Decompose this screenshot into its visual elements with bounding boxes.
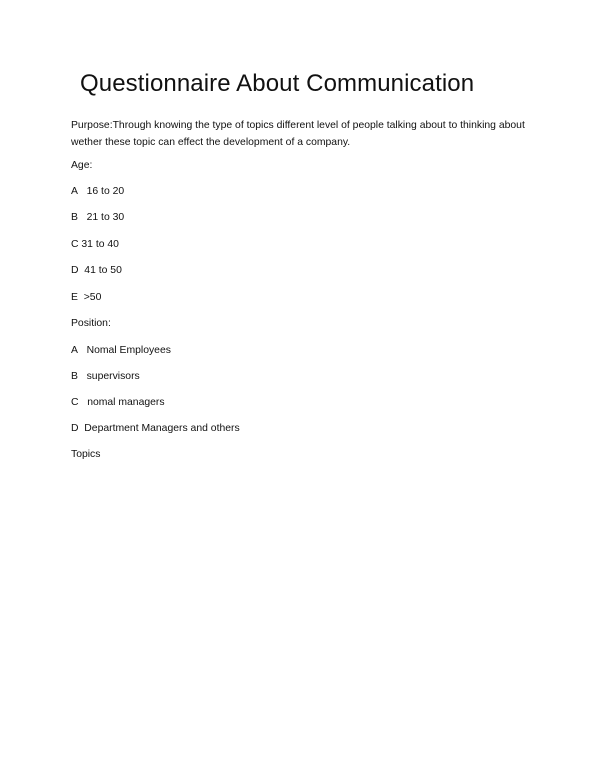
option-letter: E xyxy=(71,292,78,303)
option-text: 21 to 30 xyxy=(86,212,125,223)
option-letter: A xyxy=(71,186,78,197)
age-option-a xyxy=(71,186,124,197)
position-option-d xyxy=(71,423,240,434)
option-letter: C xyxy=(71,397,79,408)
position-label: Position: xyxy=(71,318,111,329)
option-letter: A xyxy=(71,345,78,356)
position-option-b xyxy=(71,371,140,382)
option-text: Nomal Employees xyxy=(86,345,171,356)
age-option-e xyxy=(71,292,101,303)
option-letter: C xyxy=(71,239,79,250)
age-option-c xyxy=(71,239,119,250)
position-option-c xyxy=(71,397,165,408)
age-option-b xyxy=(71,212,124,223)
option-text: nomal managers xyxy=(87,397,165,408)
option-text: supervisors xyxy=(86,371,140,382)
option-letter: D xyxy=(71,423,79,434)
option-text: 31 to 40 xyxy=(81,239,119,250)
option-text: Department Managers and others xyxy=(84,423,240,434)
option-letter: B xyxy=(71,212,78,223)
option-text: >50 xyxy=(83,292,102,303)
option-text: 41 to 50 xyxy=(84,265,122,276)
age-label: Age: xyxy=(71,160,93,171)
topics-label: Topics xyxy=(71,449,101,460)
purpose-text: Purpose:Through knowing the type of topics different level of people talking about to thinking about wether these topic can effect the development of a company. xyxy=(71,120,525,148)
option-letter: D xyxy=(71,265,79,276)
option-text: 16 to 20 xyxy=(86,186,125,197)
age-option-d xyxy=(71,265,122,276)
option-letter: B xyxy=(71,371,78,382)
document-title: Questionnaire About Communication xyxy=(80,70,475,97)
position-option-a xyxy=(71,345,171,356)
